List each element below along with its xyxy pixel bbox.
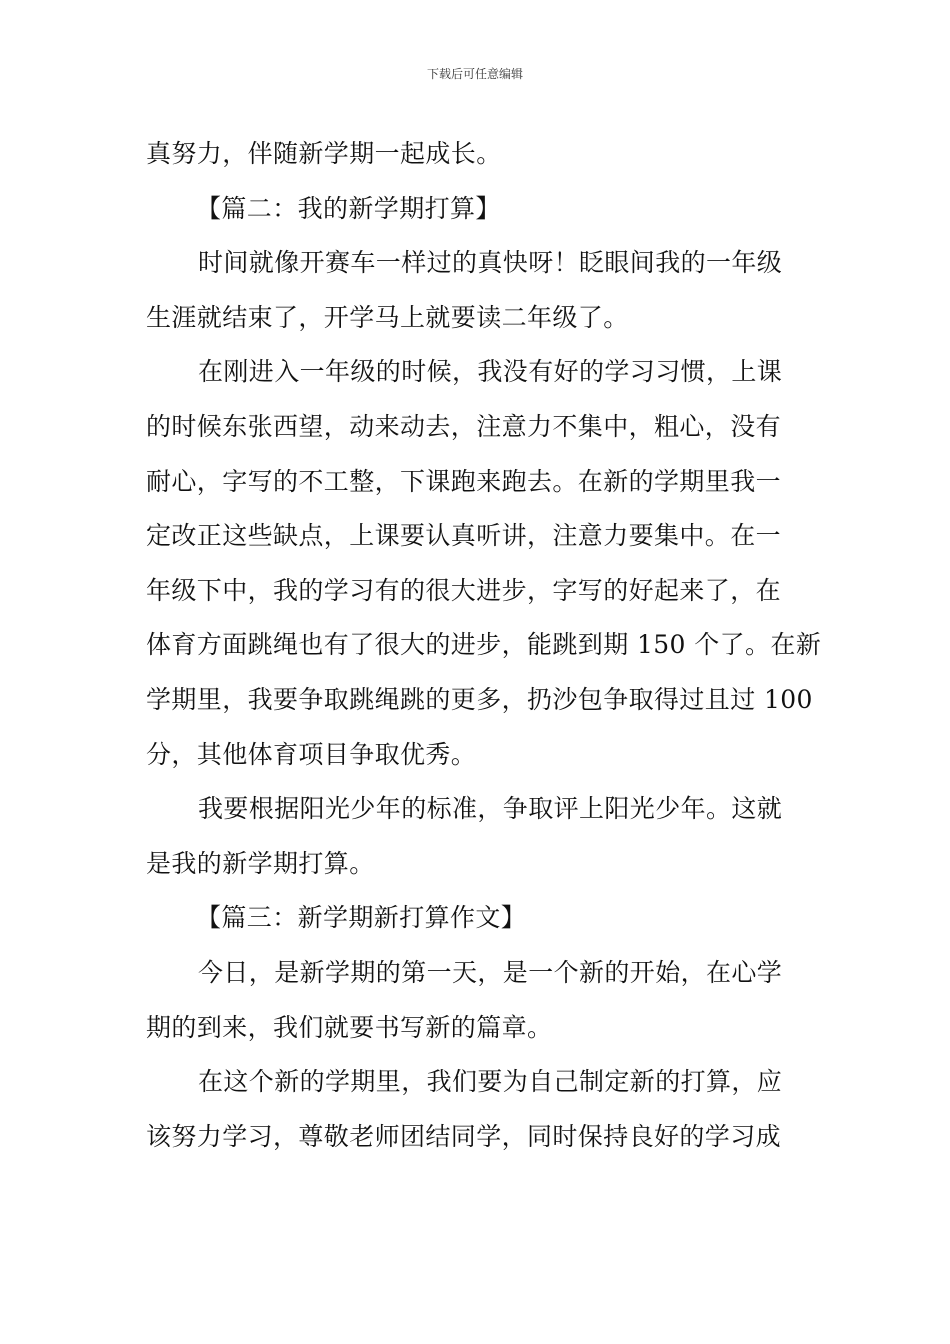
- paragraph-line: 分，其他体育项目争取优秀。: [146, 739, 477, 769]
- paragraph-line: 今日，是新学期的第一天，是一个新的开始，在心学: [198, 957, 783, 987]
- paragraph-line: 生涯就结束了，开学马上就要读二年级了。: [146, 302, 629, 332]
- paragraph-line: 的时候东张西望，动来动去，注意力不集中，粗心，没有: [146, 411, 782, 441]
- paragraph-line: 耐心，字写的不工整，下课跑来跑去。在新的学期里我一: [146, 466, 782, 496]
- paragraph-line: 期的到来，我们就要书写新的篇章。: [146, 1012, 553, 1042]
- paragraph-line: 年级下中，我的学习有的很大进步，字写的好起来了，在: [146, 575, 782, 605]
- paragraph-line: 在这个新的学期里，我们要为自己制定新的打算，应: [198, 1067, 783, 1097]
- paragraph-line: 在刚进入一年级的时候，我没有好的学习习惯，上课: [198, 357, 783, 387]
- paragraph-line: 我要根据阳光少年的标准，争取评上阳光少年。这就: [198, 794, 783, 824]
- paragraph-line: 学期里，我要争取跳绳跳的更多，扔沙包争取得过且过 100: [146, 684, 813, 714]
- paragraph-line: 定改正这些缺点，上课要认真听讲，注意力要集中。在一: [146, 521, 782, 551]
- paragraph-line: 真努力，伴随新学期一起成长。: [146, 139, 502, 168]
- paragraph-line: 时间就像开赛车一样过的真快呀！眨眼间我的一年级: [198, 248, 783, 278]
- paragraph-line: 是我的新学期打算。: [146, 848, 375, 878]
- section-heading: 【篇二：我的新学期打算】: [196, 193, 501, 223]
- page-header-note: 下载后可任意编辑: [426, 67, 523, 81]
- paragraph-line: 该努力学习，尊敬老师团结同学，同时保持良好的学习成: [146, 1121, 782, 1151]
- document-body: [146, 127, 822, 1164]
- section-heading: 【篇三：新学期新打算作文】: [196, 903, 527, 933]
- paragraph-line: 体育方面跳绳也有了很大的进步，能跳到期 150 个了。在新: [146, 630, 822, 660]
